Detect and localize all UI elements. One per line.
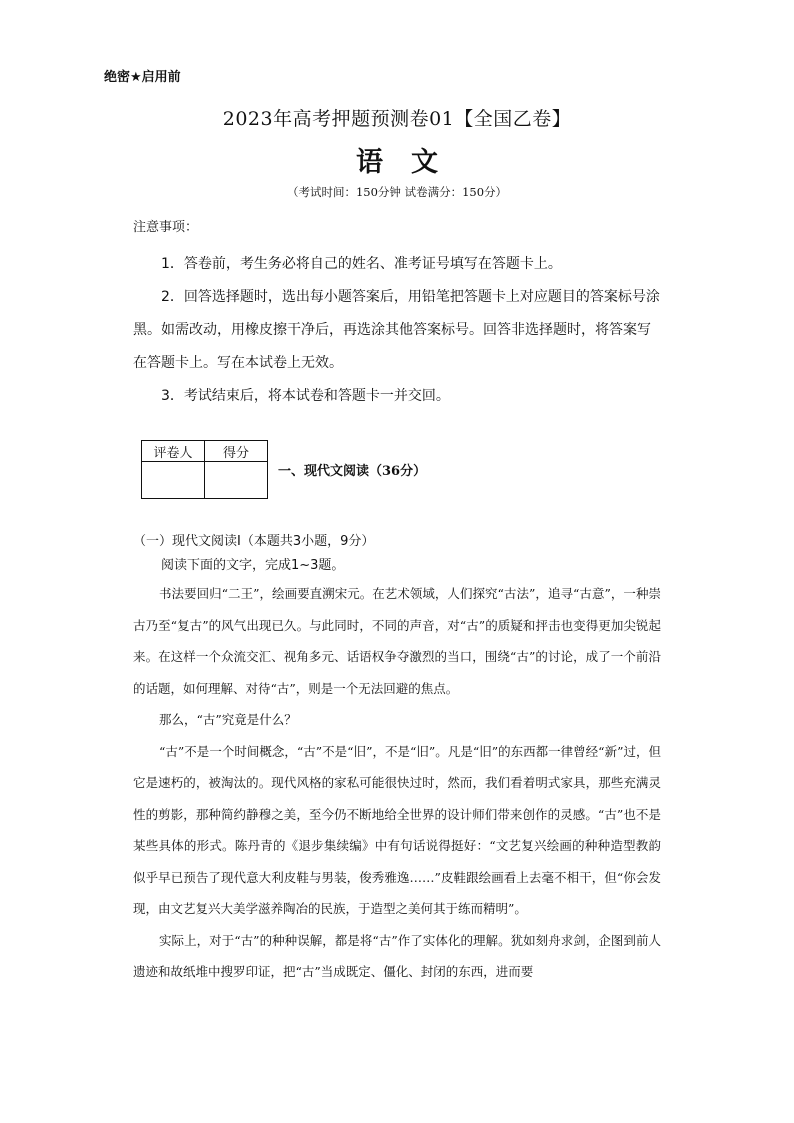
grader-header: 评卷人 [142, 441, 205, 462]
score-cell [205, 462, 268, 499]
passage-paragraph: 那么，“古”究竟是什么？ [159, 712, 297, 727]
notice-item: 1．答卷前，考生务必将自己的姓名、准考证号填写在答题卡上。 [161, 256, 562, 272]
passage-paragraph: “古”不是一个时间概念，“古”不是“旧”，不是“旧”。凡是“旧”的东西都一律曾经“新”过，但它是速朽的，被淘汰的。现代风格的家私可能很快过时，然而，我们看着明式家具，那些充满灵性的剪影，那种简约静穆之美，至今仍不断地给全世界的设计师们带来创作的灵感。“古”也不是某些具体的形式。陈丹青的《退步集续编》中有句话说得挺好：“文艺复兴绘画的种种造型教韵似乎早已预告了现代意大利皮鞋与男装，俊秀雅逸……”皮鞋跟绘画看上去毫不相干，但“你会发现，由文艺复兴大美学滋养陶冶的民族，于造型之美何其于练而精明”。 [133, 743, 661, 916]
passage-paragraph: 书法要回归“二王”，绘画要直溯宋元。在艺术领域，人们探究“古法”，追寻“古意”，一种崇古乃至“复古”的风气出现已久。与此同时，不同的声音，对“古”的质疑和抨击也变得更加尖锐起来。在这样一个众流交汇、视角多元、话语权争夺激烈的当口，围绕“古”的讨论，成了一个前沿的话题，如何理解、对待“古”，则是一个无法回避的焦点。 [133, 586, 661, 696]
score-header: 得分 [205, 441, 268, 462]
exam-title: 2023年高考押题预测卷01【全国乙卷】 [222, 108, 572, 130]
reading-passage [133, 578, 661, 988]
section-title: 一、现代文阅读（36分） [278, 464, 427, 479]
exam-time-and-score: （考试时间：150分钟 试卷满分：150分） [286, 185, 508, 199]
grader-score-table [141, 440, 268, 499]
confidential-mark: 绝密★启用前 [104, 70, 181, 85]
reading-instruction: 阅读下面的文字，完成1~3题。 [161, 558, 345, 573]
passage-paragraph: 实际上，对于“古”的种种误解，都是将“古”作了实体化的理解。犹如刻舟求剑，企图到前人遗迹和故纸堆中搜罗印证，把“古”当成既定、僵化、封闭的东西，进而要 [133, 932, 661, 979]
notice-heading: 注意事项： [133, 220, 199, 235]
notice-item: 3．考试结束后，将本试卷和答题卡一并交回。 [161, 388, 450, 404]
grader-cell [142, 462, 205, 499]
part-title: （一）现代文阅读Ⅰ（本题共3小题，9分） [133, 534, 375, 549]
notice-list [133, 248, 661, 413]
notice-item: 2．回答选择题时，选出每小题答案后，用铅笔把答题卡上对应题目的答案标号涂黑。如需改动，用橡皮擦干净后，再选涂其他答案标号。回答非选择题时，将答案写在答题卡上。写在本试卷上无效。 [133, 289, 660, 371]
subject-title: 语文 [356, 147, 466, 178]
